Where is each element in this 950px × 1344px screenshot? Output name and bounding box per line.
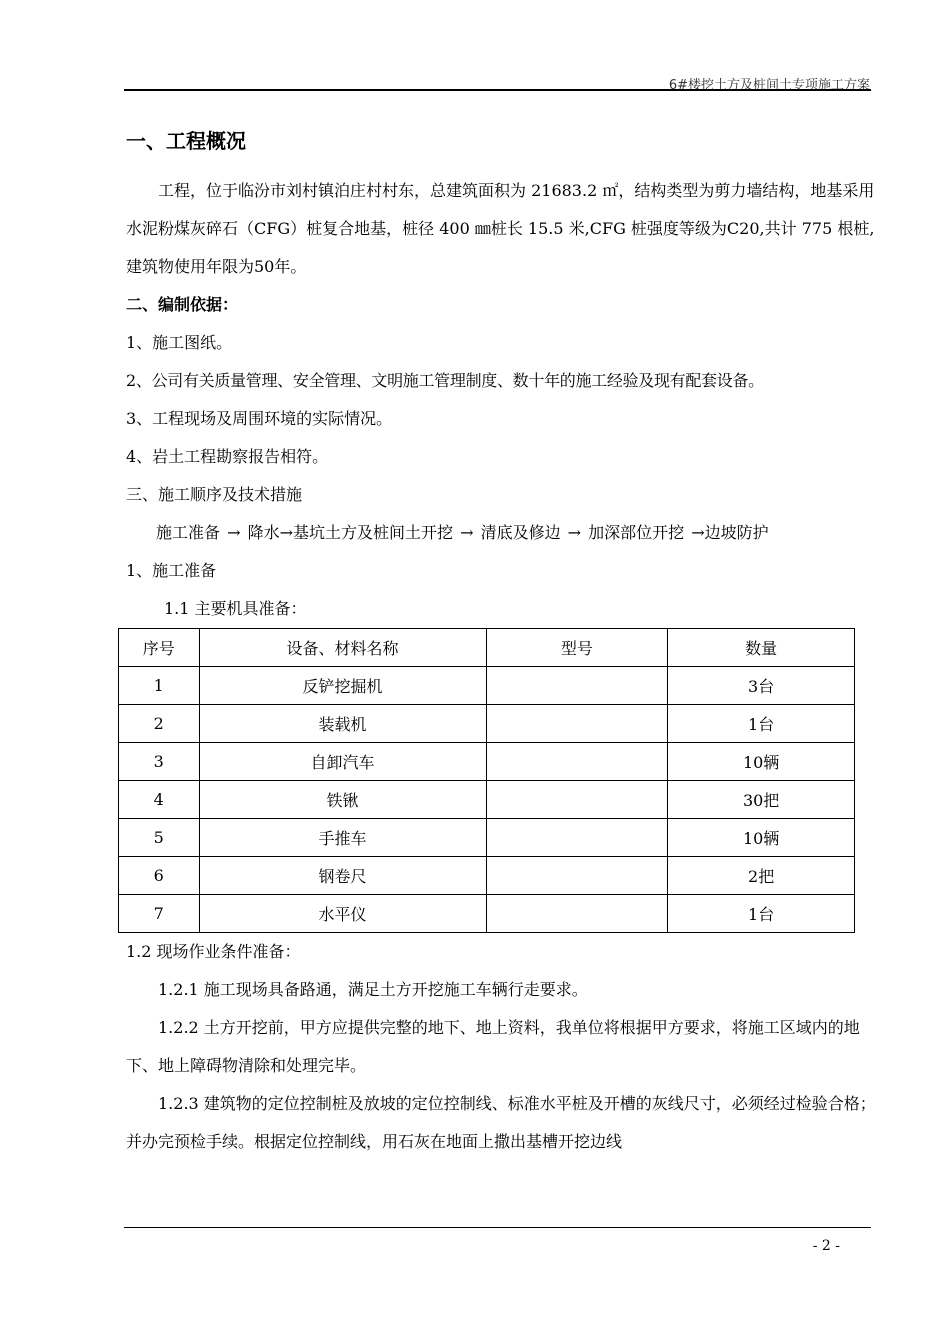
- construction-sequence: 施工准备 → 降水→基坑土方及桩间土开挖 → 清底及修边 → 加深部位开挖 →边坡防护: [156, 523, 769, 542]
- table-cell-model: [486, 743, 668, 781]
- table-header-cell: 型号: [486, 629, 668, 667]
- table-cell-model: [486, 895, 668, 933]
- table-cell-model: [486, 667, 668, 705]
- clause-1-2-2: 1.2.2 土方开挖前，甲方应提供完整的地下、地上资料，我单位将根据甲方要求，将施工区域内的地下、地上障碍物清除和处理完毕。: [126, 1018, 860, 1075]
- section-2-item: 3、工程现场及周围环境的实际情况。: [126, 409, 393, 428]
- table-cell-seq: 6: [119, 857, 200, 895]
- table-cell-name: 自卸汽车: [199, 743, 486, 781]
- subsection-equipment-title: 1.1 主要机具准备：: [164, 599, 307, 618]
- table-cell-qty: 1台: [668, 705, 855, 743]
- table-cell-name: 装载机: [199, 705, 486, 743]
- equipment-table-wrap: [118, 628, 878, 933]
- clause-1-2-3: 1.2.3 建筑物的定位控制桩及放坡的定位控制线、标准水平桩及开槽的灰线尺寸，必须经过检验合格；并办完预检手续。根据定位控制线，用石灰在地面上撒出基槽开挖边线: [126, 1094, 876, 1151]
- section-2-title: 二、编制依据：: [126, 295, 239, 314]
- equipment-table: [118, 628, 855, 933]
- section-3-title: 三、施工顺序及技术措施: [126, 485, 303, 504]
- table-cell-name: 铁锹: [199, 781, 486, 819]
- table-cell-qty: 1台: [668, 895, 855, 933]
- table-row: [119, 781, 855, 819]
- table-cell-seq: 7: [119, 895, 200, 933]
- page-header-title: 6#楼挖土方及桩间土专项施工方案: [668, 78, 870, 93]
- table-row: [119, 895, 855, 933]
- table-row: [119, 705, 855, 743]
- table-cell-model: [486, 781, 668, 819]
- table-header-cell: 设备、材料名称: [199, 629, 486, 667]
- header-rule: [124, 89, 871, 91]
- table-cell-model: [486, 819, 668, 857]
- table-row: [119, 857, 855, 895]
- subsection-prep-title: 1、施工准备: [126, 561, 217, 580]
- table-cell-name: 钢卷尺: [199, 857, 486, 895]
- table-row: [119, 743, 855, 781]
- table-cell-qty: 10辆: [668, 743, 855, 781]
- section-2-item: 2、公司有关质量管理、安全管理、文明施工管理制度、数十年的施工经验及现有配套设备。: [126, 371, 764, 390]
- table-cell-seq: 2: [119, 705, 200, 743]
- table-cell-name: 水平仪: [199, 895, 486, 933]
- footer-rule: [124, 1227, 871, 1228]
- table-row: [119, 667, 855, 705]
- page-number: - 2 -: [812, 1238, 840, 1254]
- document-body: [126, 126, 878, 1161]
- table-header-cell: 数量: [668, 629, 855, 667]
- table-header-row: [119, 629, 855, 667]
- section-2-item: 1、施工图纸。: [126, 333, 233, 352]
- table-cell-name: 反铲挖掘机: [199, 667, 486, 705]
- clause-1-2-1: 1.2.1 施工现场具备路通，满足土方开挖施工车辆行走要求。: [158, 980, 588, 999]
- table-cell-model: [486, 857, 668, 895]
- table-row: [119, 819, 855, 857]
- table-cell-seq: 3: [119, 743, 200, 781]
- table-cell-qty: 30把: [668, 781, 855, 819]
- table-cell-seq: 4: [119, 781, 200, 819]
- table-cell-name: 手推车: [199, 819, 486, 857]
- section-1-body: 工程，位于临汾市刘村镇泊庄村村东，总建筑面积为 21683.2 ㎡，结构类型为剪力墙结构，地基采用水泥粉煤灰碎石（CFG）桩复合地基，桩径 400 ㎜桩长 15.5 米,CFG 桩强度等级为C20,共计 775 根桩,建筑物使用年限为50年。: [126, 181, 875, 276]
- table-cell-qty: 3台: [668, 667, 855, 705]
- table-cell-seq: 5: [119, 819, 200, 857]
- table-cell-seq: 1: [119, 667, 200, 705]
- section-1-title: 一、工程概况: [126, 129, 246, 153]
- table-cell-model: [486, 705, 668, 743]
- table-cell-qty: 10辆: [668, 819, 855, 857]
- table-cell-qty: 2把: [668, 857, 855, 895]
- table-header-cell: 序号: [119, 629, 200, 667]
- subsection-site-title: 1.2 现场作业条件准备：: [126, 942, 301, 961]
- section-2-item: 4、岩土工程勘察报告相符。: [126, 447, 329, 466]
